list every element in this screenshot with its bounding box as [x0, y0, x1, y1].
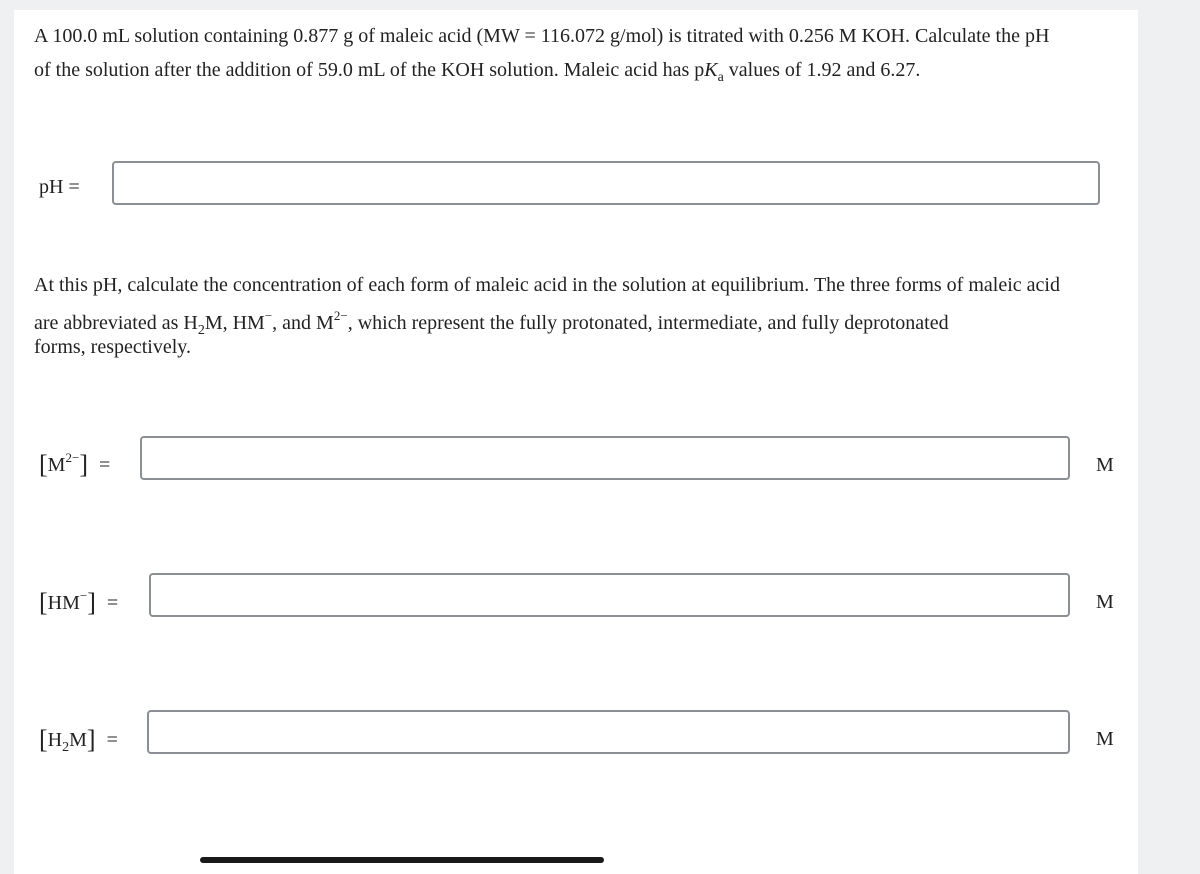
m2-species: M: [47, 454, 66, 476]
hm-species: HM: [47, 592, 80, 614]
open-bracket: [: [39, 588, 48, 617]
instructions-sub-2: 2: [197, 323, 205, 338]
pka-k: K: [704, 59, 718, 81]
m2-equals: =: [98, 454, 111, 476]
h2m-equals: =: [106, 729, 118, 751]
instructions-text-3: forms, respectively.: [34, 336, 191, 358]
hm-charge: −: [79, 588, 88, 603]
h2m-unit: M: [1096, 728, 1114, 750]
question-card: [14, 10, 1138, 874]
ph-label: pH =: [39, 176, 80, 198]
instructions-text-2b: M, HM: [204, 312, 265, 334]
instructions-text-1: At this pH, calculate the concentration of each form of maleic acid in the solution at equilibrium. The three forms of maleic acid: [34, 274, 1060, 296]
open-bracket: [: [39, 450, 48, 479]
m2-concentration-input[interactable]: [140, 436, 1070, 480]
hm-unit: M: [1096, 591, 1114, 613]
question-text-1: A 100.0 mL solution containing 0.877 g of maleic acid (MW = 116.072 g/mol) is titrated with 0.256 M KOH. Calculate the pH: [34, 25, 1050, 47]
m2-label: [39, 450, 110, 480]
instructions-text-2a: are abbreviated as H: [34, 312, 198, 334]
h2m-label: [39, 725, 118, 756]
question-text-3: values of 1.92 and 6.27.: [723, 59, 921, 81]
question-line-1: [34, 20, 1049, 52]
hm-equals: =: [106, 592, 119, 614]
close-bracket: ]: [79, 450, 88, 479]
instructions-line-3: [34, 331, 191, 363]
h2m-species-m: M: [69, 729, 87, 751]
instructions-line-1: [34, 269, 1060, 301]
instructions-text-2d: , which represent the fully protonated, intermediate, and fully deprotonated: [347, 312, 949, 334]
instructions-text-2c: , and M: [272, 312, 334, 334]
m2-charge: 2−: [65, 450, 80, 465]
horizontal-scrollbar[interactable]: [200, 857, 604, 863]
open-bracket: [: [39, 725, 48, 754]
close-bracket: ]: [87, 588, 96, 617]
ph-input[interactable]: [112, 161, 1100, 205]
instructions-sup-2minus: 2−: [333, 308, 348, 323]
hm-concentration-input[interactable]: [149, 573, 1070, 617]
hm-label: [39, 588, 118, 618]
instructions-sup-minus: −: [264, 308, 273, 323]
pka-subscript: a: [717, 70, 724, 85]
close-bracket: ]: [86, 725, 96, 754]
question-line-2: [34, 54, 920, 94]
question-text-2: of the solution after the addition of 59.0 mL of the KOH solution. Maleic acid has p: [34, 59, 705, 81]
m2-unit: M: [1096, 454, 1114, 476]
h2m-species-h: H: [47, 729, 63, 751]
h2m-subscript: 2: [62, 740, 70, 755]
h2m-concentration-input[interactable]: [147, 710, 1070, 754]
